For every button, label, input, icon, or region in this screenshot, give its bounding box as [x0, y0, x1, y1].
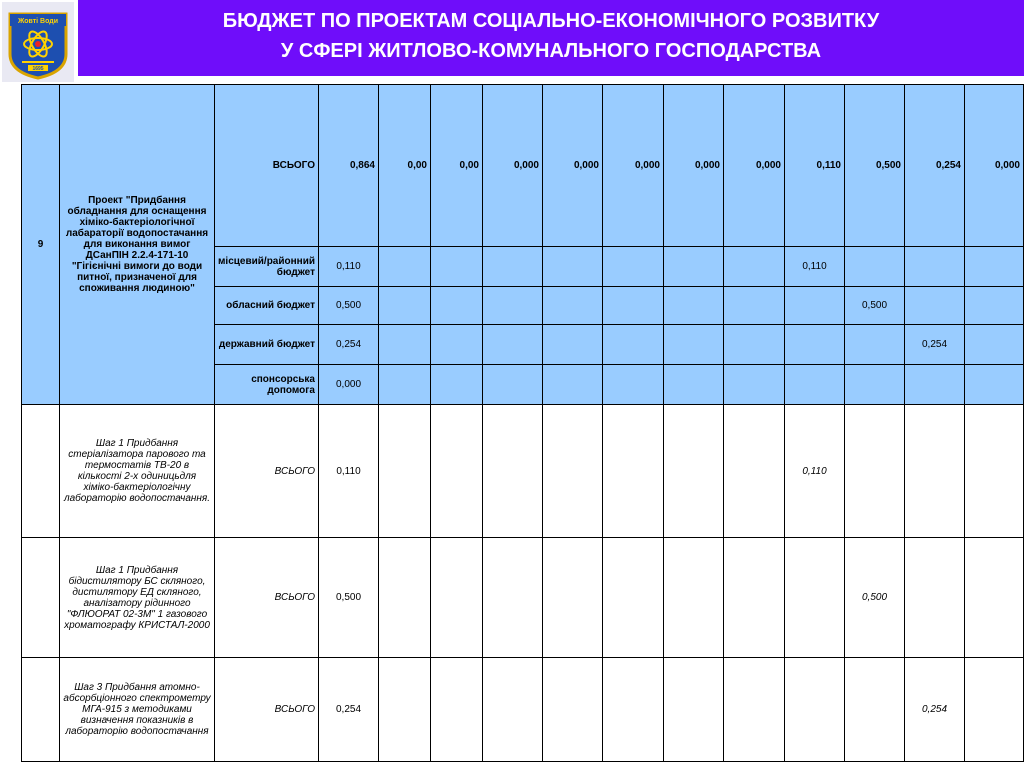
budget-table [21, 84, 1024, 762]
source-label: місцевий/районний бюджет [215, 247, 319, 287]
logo-year: 1695 [32, 66, 44, 72]
total-value: 0,110 [785, 85, 845, 247]
step-description: Шаг 1 Придбання стеріалізатора парового та термостатів ТВ-20 в кількості 2-х одиницьдля хіміко-бактеріологічну лабораторію водопостачання. [60, 405, 215, 538]
total-value: 0,000 [543, 85, 603, 247]
total-value: 0,000 [724, 85, 785, 247]
page-title-line1: БЮДЖЕТ ПО ПРОЕКТАМ СОЦІАЛЬНО-ЕКОНОМІЧНОГО РОЗВИТКУ [222, 10, 880, 32]
step-total: 0,254 [319, 658, 379, 762]
coat-of-arms-icon [2, 2, 74, 82]
source-label: державний бюджет [215, 325, 319, 365]
step-row [22, 405, 1024, 538]
step-label: ВСЬОГО [215, 658, 319, 762]
total-value: 0,864 [319, 85, 379, 247]
total-value: 0,000 [664, 85, 724, 247]
logo-text: Жовті Води [17, 18, 59, 25]
source-total: 0,500 [319, 287, 379, 325]
project-total-row [22, 85, 1024, 247]
total-value: 0,00 [379, 85, 431, 247]
source-total: 0,254 [319, 325, 379, 365]
step-value: 0,500 [845, 538, 905, 658]
total-label: ВСЬОГО [215, 85, 319, 247]
source-value: 0,500 [845, 287, 905, 325]
step-value: 0,254 [905, 658, 965, 762]
total-value: 0,000 [483, 85, 543, 247]
source-label: обласний бюджет [215, 287, 319, 325]
total-value: 0,500 [845, 85, 905, 247]
source-value: 0,254 [905, 325, 965, 365]
source-value: 0,110 [785, 247, 845, 287]
step-description: Шаг 3 Придбання атомно-абсорбціонного спектрометру МГА-915 з методиками визначення показників в лабораторію водопостачання [60, 658, 215, 762]
total-value: 0,00 [431, 85, 483, 247]
step-label: ВСЬОГО [215, 538, 319, 658]
total-value: 0,000 [965, 85, 1024, 247]
project-number: 9 [22, 85, 60, 405]
step-row [22, 538, 1024, 658]
source-total: 0,110 [319, 247, 379, 287]
total-value: 0,254 [905, 85, 965, 247]
title-banner [78, 0, 1024, 76]
project-name: Проект "Придбання обладнання для оснащення хіміко-бактеріологічної лабараторії водопостачання для виконання вимог ДСанПІН 2.2.4-171-10 "Гігієнічні вимоги до води питної, призначеної для споживання людиною" [60, 85, 215, 405]
city-logo [2, 2, 74, 82]
step-total: 0,500 [319, 538, 379, 658]
source-total: 0,000 [319, 365, 379, 405]
step-row [22, 658, 1024, 762]
source-label: спонсорська допомога [215, 365, 319, 405]
step-value: 0,110 [785, 405, 845, 538]
step-total: 0,110 [319, 405, 379, 538]
total-value: 0,000 [603, 85, 664, 247]
page-title-line2: У СФЕРІ ЖИТЛОВО-КОМУНАЛЬНОГО ГОСПОДАРСТВА [280, 40, 822, 62]
step-description: Шаг 1 Придбання бідистилятору БС скляного, дистилятору ЕД скляного, аналізатору рідинного "ФЛЮОРАТ 02-3М" 1 газового хроматографу КРИСТАЛ-2000 [60, 538, 215, 658]
step-label: ВСЬОГО [215, 405, 319, 538]
